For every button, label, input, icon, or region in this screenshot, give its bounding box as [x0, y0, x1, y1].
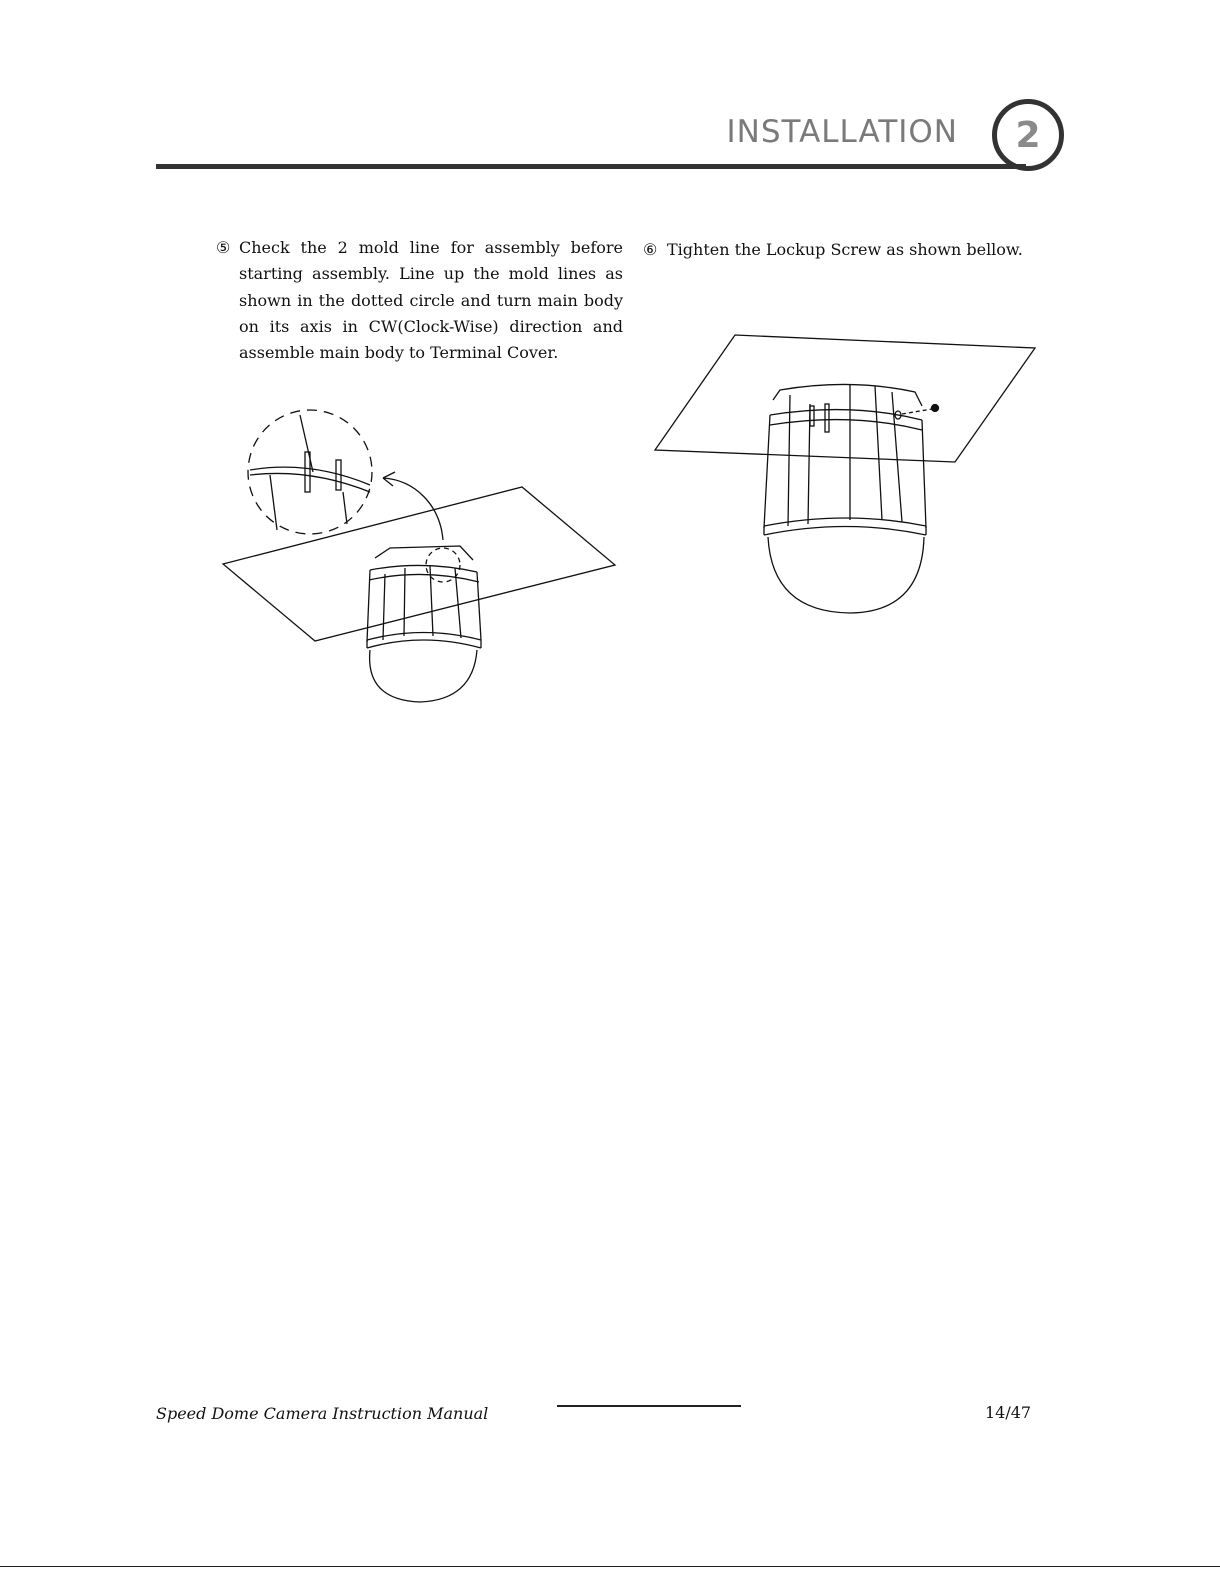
step-5-number: ⑤ — [216, 238, 231, 257]
lockup-screw — [895, 405, 939, 420]
figure-lockup-screw — [650, 330, 1045, 620]
ceiling-plane — [655, 335, 1035, 462]
camera-body-fig5 — [367, 546, 481, 702]
figure-mold-line-alignment — [215, 400, 635, 710]
chapter-number: 2 — [1015, 114, 1041, 156]
ceiling-plane — [223, 487, 615, 641]
step-5 — [216, 235, 623, 366]
page-bottom-edge — [0, 1566, 1220, 1567]
header-divider — [156, 164, 1026, 169]
rotation-arrow — [383, 478, 443, 540]
chapter-badge — [992, 99, 1064, 171]
step-6-number: ⑥ — [643, 240, 658, 259]
section-title: INSTALLATION — [726, 114, 958, 150]
footer-page-number: 14/47 — [985, 1403, 1032, 1422]
detail-contents — [250, 415, 370, 530]
step-5-text: Check the 2 mold line for assembly before starting assembly. Line up the mold lines as shown in the dotted circle and turn main body on its axis in CW(Clock-Wise) direction and assemble main body to Terminal Cover. — [239, 238, 623, 363]
footer-divider — [557, 1405, 741, 1407]
footer-manual-title: Speed Dome Camera Instruction Manual — [156, 1404, 489, 1423]
step-6 — [643, 237, 1043, 263]
camera-body-fig6 — [764, 384, 926, 613]
step-6-text: Tighten the Lockup Screw as shown bellow. — [667, 240, 1023, 259]
